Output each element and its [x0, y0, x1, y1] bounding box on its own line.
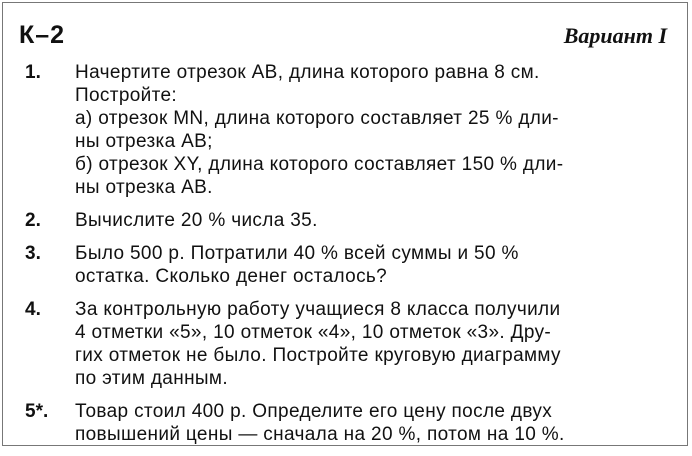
worksheet-header: [19, 21, 667, 55]
task-list: [19, 61, 667, 456]
task-number: 3.: [25, 243, 41, 264]
task-text-line: повышений цены — сначала на 20 %, потом на 10 %.: [75, 424, 565, 445]
task-text-line: по этим данным.: [75, 368, 228, 389]
task-text-line: 4 отметки «5», 10 отметок «4», 10 отметок «3». Дру-: [75, 322, 552, 343]
task-2: [19, 209, 667, 232]
task-text-line: а) отрезок MN, длина которого составляет 25 % дли-: [75, 108, 559, 129]
task-number: 5*.: [25, 401, 49, 422]
task-text-line: За контрольную работу учащиеся 8 класса получили: [75, 299, 561, 320]
task-4: [19, 298, 667, 390]
task-text-line: Товар стоил 400 р. Определите его цену после двух: [75, 401, 553, 422]
task-text-line: ны отрезка AB.: [75, 177, 213, 198]
task-number: 4.: [25, 299, 41, 320]
task-number: 1.: [25, 62, 41, 83]
worksheet-page: [2, 2, 688, 446]
task-text-line: Начертите отрезок AB, длина которого равна 8 см.: [75, 62, 540, 83]
variant-label: Вариант I: [563, 23, 667, 48]
task-text-line: остатка. Сколько денег осталось?: [75, 266, 388, 287]
task-text-line: ны отрезка AB;: [75, 131, 213, 152]
worksheet-code: К–2: [19, 21, 66, 49]
task-text-line: Вычислите 20 % числа 35.: [75, 210, 318, 231]
task-text-line: б) отрезок XY, длина которого составляет 150 % дли-: [75, 154, 564, 175]
task-text-line: Постройте:: [75, 85, 178, 106]
task-text-line: гих отметок не было. Постройте круговую диаграмму: [75, 345, 561, 366]
task-3: [19, 242, 667, 288]
task-text-line: Было 500 р. Потратили 40 % всей суммы и 50 %: [75, 243, 519, 264]
task-1: [19, 61, 667, 199]
task-5: [19, 400, 667, 446]
task-number: 2.: [25, 210, 41, 231]
